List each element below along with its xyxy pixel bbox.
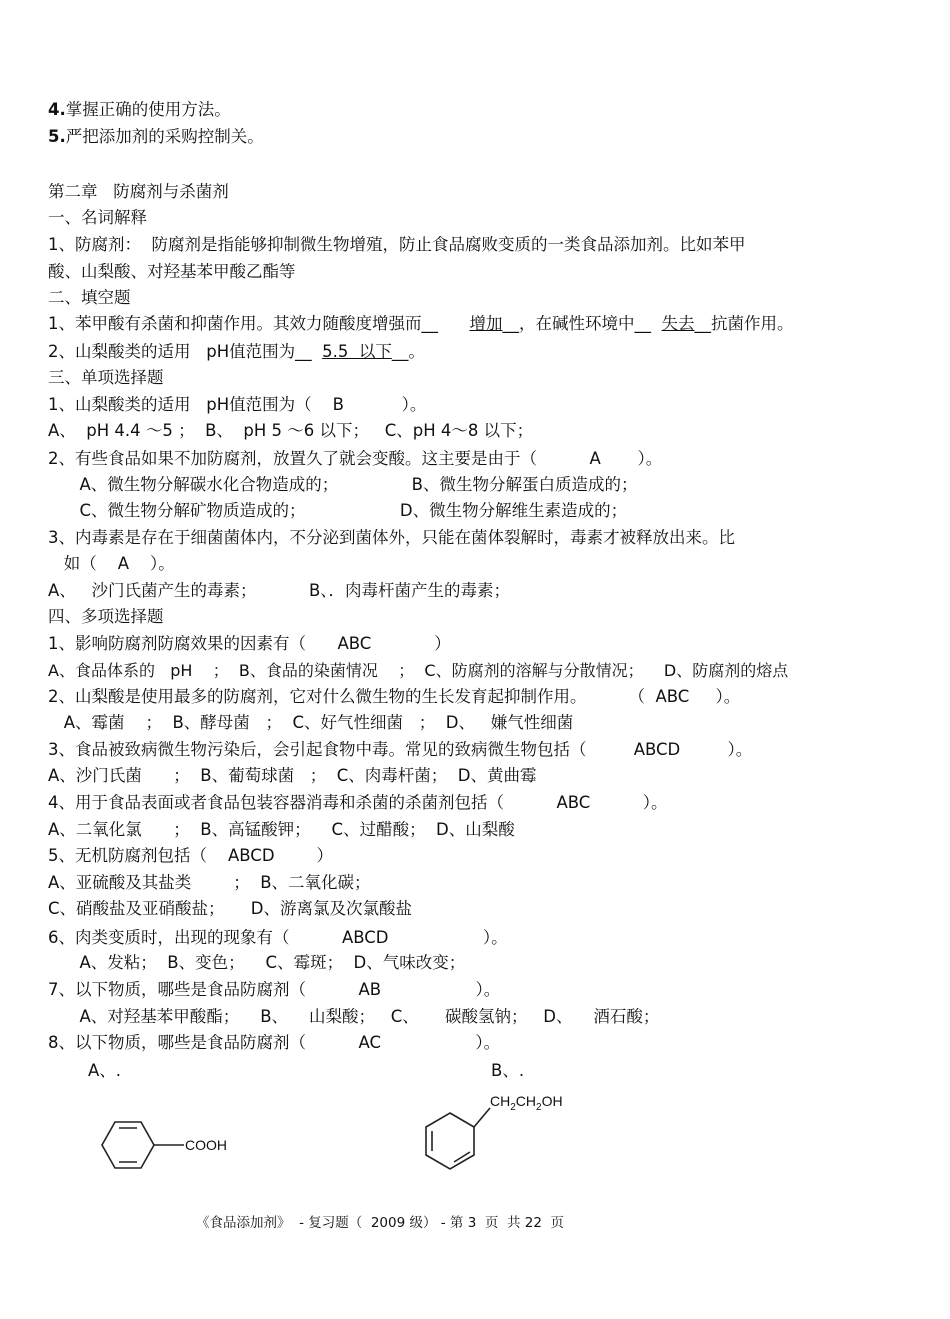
fill-blank-2: 2、山梨酸类的适用 pH值范围为__ 5.5 以下__。 <box>48 342 425 361</box>
multi-choice-q7-options: A、对羟基苯甲酸酯； B、 山梨酸； C、 碳酸氢钠； D、 酒石酸； <box>48 1007 660 1026</box>
multi-choice-q3: 3、食品被致病微生物污染后，会引起食物中毒。常见的致病微生物包括（ ABCD ）。 <box>48 740 753 759</box>
single-choice-q3-options: A、 沙门氏菌产生的毒素； B、．肉毒杆菌产生的毒素； <box>48 581 511 600</box>
multi-choice-q8-option-b: B、. <box>491 1061 525 1080</box>
section-heading-multi-choice: 四、多项选择题 <box>48 607 164 626</box>
definition-line-2: 酸、山梨酸、对羟基苯甲酸乙酯等 <box>48 262 296 281</box>
single-choice-q2: 2、有些食品如果不加防腐剂，放置久了就会变酸。这主要是由于（ A ）。 <box>48 449 663 468</box>
single-choice-q3: 3、内毒素是存在于细菌菌体内，不分泌到菌体外，只能在菌体裂解时，毒素才被释放出来。比 <box>48 528 735 547</box>
single-choice-q1: 1、山梨酸类的适用 pH值范围为（ B ）。 <box>48 395 427 414</box>
fill-blank-1: 1、苯甲酸有杀菌和抑菌作用。其效力随酸度增强而__ 增加__，在碱性环境中__ 失去__抗菌作用。 <box>48 314 794 333</box>
multi-choice-q3-options: A、沙门氏菌 ； B、葡萄球菌 ； C、肉毒杆菌； D、黄曲霉 <box>48 766 537 785</box>
multi-choice-q8-option-a: A、. <box>88 1061 122 1080</box>
benzoic-acid-structure <box>102 1122 184 1168</box>
multi-choice-q4-options: A、二氧化氯 ； B、高锰酸钾； C、过醋酸； D、山梨酸 <box>48 820 515 839</box>
side-chain-label: $CH_2CH_2OH$ <box>490 1093 563 1113</box>
multi-choice-q1-options: A、食品体系的 pH ； B、食品的染菌情况 ； C、防腐剂的溶解与分散情况； D、防腐剂的熔点 <box>48 661 789 680</box>
multi-choice-q5-options-cd: C、硝酸盐及亚硝酸盐； D、游离氯及次氯酸盐 <box>48 899 412 918</box>
single-choice-q2-options-cd: C、微生物分解矿物质造成的； D、微生物分解维生素造成的； <box>48 501 628 520</box>
line-item-5: 5.严把添加剂的采购控制关。 <box>48 127 264 146</box>
multi-choice-q2: 2、山梨酸是使用最多的防腐剂，它对什么微生物的生长发育起抑制作用。 （ ABC ）。 <box>48 687 741 706</box>
multi-choice-q1: 1、影响防腐剂防腐效果的因素有（ ABC ） <box>48 634 451 653</box>
definition-line-1: 1、防腐剂： 防腐剂是指能够抑制微生物增殖，防止食品腐败变质的一类食品添加剂。比如苯甲 <box>48 235 746 254</box>
line-item-4: 4.掌握正确的使用方法。 <box>48 100 231 119</box>
phenylethanol-structure <box>426 1108 490 1169</box>
section-heading-definitions: 一、名词解释 <box>48 208 147 227</box>
multi-choice-q4: 4、用于食品表面或者食品包装容器消毒和杀菌的杀菌剂包括（ ABC ）。 <box>48 793 668 812</box>
section-heading-single-choice: 三、单项选择题 <box>48 368 164 387</box>
single-choice-q1-options: A、 pH 4.4 ～5 ； B、 pH 5 ～6 以下； C、pH 4～8 以下； <box>48 421 534 440</box>
multi-choice-q7: 7、以下物质，哪些是食品防腐剂（ AB ）。 <box>48 980 501 999</box>
single-choice-q2-options-ab: A、微生物分解碳水化合物造成的； B、微生物分解蛋白质造成的； <box>48 475 638 494</box>
multi-choice-q6-options: A、发粘； B、变色； C、霉斑； D、气味改变； <box>48 953 466 972</box>
multi-choice-q5: 5、无机防腐剂包括（ ABCD ） <box>48 846 333 865</box>
multi-choice-q2-options: A、霉菌 ； B、酵母菌 ； C、好气性细菌 ； D、 嫌气性细菌 <box>48 713 574 732</box>
chapter-title: 第二章 防腐剂与杀菌剂 <box>48 182 229 201</box>
multi-choice-q6: 6、肉类变质时，出现的现象有（ ABCD ）。 <box>48 928 508 947</box>
section-heading-fill-blank: 二、填空题 <box>48 288 131 307</box>
carboxyl-label: COOH <box>185 1137 227 1153</box>
single-choice-q3-cont: 如（ A ）。 <box>48 554 175 573</box>
multi-choice-q8: 8、以下物质，哪些是食品防腐剂（ AC ）。 <box>48 1033 501 1052</box>
multi-choice-q5-options-ab: A、亚硫酸及其盐类 ； B、二氧化碳； <box>48 873 371 892</box>
page-footer: 《食品添加剂》 - 复习题（ 2009 级） - 第 3 页 共 22 页 <box>196 1215 565 1231</box>
